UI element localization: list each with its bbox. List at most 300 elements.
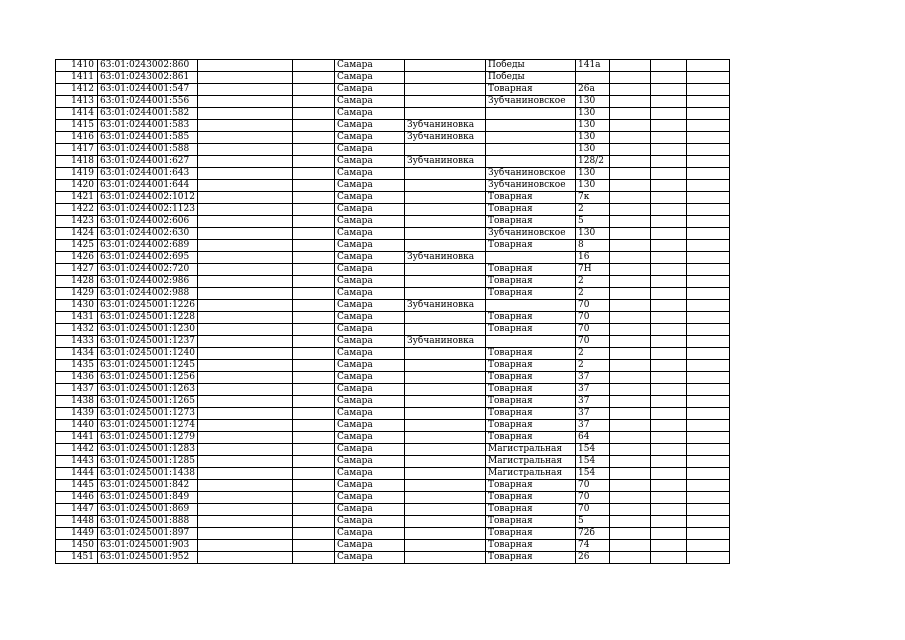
row-number: 1450 <box>56 540 98 552</box>
cell-empty-3 <box>610 60 651 72</box>
cell-empty-3 <box>610 192 651 204</box>
city: Самара <box>335 120 405 132</box>
street: Товарная <box>486 408 576 420</box>
cell-empty-4 <box>651 96 687 108</box>
cell-empty-4 <box>651 60 687 72</box>
city: Самара <box>335 348 405 360</box>
cell-empty-4 <box>651 144 687 156</box>
cell-empty-5 <box>687 288 730 300</box>
cell-empty-2 <box>293 432 335 444</box>
cell-empty-3 <box>610 264 651 276</box>
cell-empty-2 <box>293 240 335 252</box>
cell-empty-1 <box>198 540 293 552</box>
house-number: 154 <box>576 456 610 468</box>
row-number: 1431 <box>56 312 98 324</box>
cell-empty-4 <box>651 444 687 456</box>
street: Товарная <box>486 372 576 384</box>
settlement <box>405 468 486 480</box>
cell-empty-4 <box>651 456 687 468</box>
cell-empty-4 <box>651 336 687 348</box>
cell-empty-5 <box>687 492 730 504</box>
cell-empty-4 <box>651 552 687 564</box>
street: Товарная <box>486 192 576 204</box>
cell-empty-2 <box>293 72 335 84</box>
cell-empty-1 <box>198 432 293 444</box>
settlement <box>405 348 486 360</box>
settlement <box>405 240 486 252</box>
street: Товарная <box>486 528 576 540</box>
house-number: 74 <box>576 540 610 552</box>
cell-empty-3 <box>610 216 651 228</box>
cell-empty-5 <box>687 552 730 564</box>
cell-empty-3 <box>610 312 651 324</box>
table-row <box>56 264 730 276</box>
row-number: 1410 <box>56 60 98 72</box>
cell-empty-4 <box>651 252 687 264</box>
cell-empty-1 <box>198 420 293 432</box>
cadastral-number: 63:01:0245001:897 <box>98 528 198 540</box>
cell-empty-1 <box>198 204 293 216</box>
cell-empty-2 <box>293 264 335 276</box>
row-number: 1440 <box>56 420 98 432</box>
cell-empty-1 <box>198 528 293 540</box>
row-number: 1444 <box>56 468 98 480</box>
cell-empty-1 <box>198 360 293 372</box>
cell-empty-1 <box>198 552 293 564</box>
cell-empty-2 <box>293 156 335 168</box>
table-row <box>56 216 730 228</box>
table-row <box>56 372 730 384</box>
house-number: 2 <box>576 288 610 300</box>
cell-empty-2 <box>293 96 335 108</box>
cell-empty-3 <box>610 168 651 180</box>
cell-empty-2 <box>293 528 335 540</box>
street: Победы <box>486 72 576 84</box>
cadastral-number: 63:01:0245001:1279 <box>98 432 198 444</box>
settlement <box>405 516 486 528</box>
cell-empty-4 <box>651 216 687 228</box>
house-number: 37 <box>576 384 610 396</box>
city: Самара <box>335 396 405 408</box>
cell-empty-4 <box>651 276 687 288</box>
cell-empty-1 <box>198 96 293 108</box>
cell-empty-1 <box>198 444 293 456</box>
settlement <box>405 192 486 204</box>
house-number: 130 <box>576 120 610 132</box>
settlement: Зубчаниновка <box>405 156 486 168</box>
cell-empty-5 <box>687 240 730 252</box>
table-row <box>56 108 730 120</box>
street: Зубчаниновское <box>486 228 576 240</box>
cell-empty-1 <box>198 60 293 72</box>
city: Самара <box>335 264 405 276</box>
cadastral-number: 63:01:0245001:1285 <box>98 456 198 468</box>
city: Самара <box>335 360 405 372</box>
house-number: 26а <box>576 84 610 96</box>
city: Самара <box>335 132 405 144</box>
cell-empty-1 <box>198 504 293 516</box>
cell-empty-4 <box>651 432 687 444</box>
house-number: 130 <box>576 228 610 240</box>
row-number: 1449 <box>56 528 98 540</box>
street: Магистральная <box>486 468 576 480</box>
table-row <box>56 180 730 192</box>
street: Товарная <box>486 360 576 372</box>
cell-empty-1 <box>198 144 293 156</box>
cell-empty-1 <box>198 240 293 252</box>
settlement <box>405 72 486 84</box>
cell-empty-2 <box>293 552 335 564</box>
house-number: 70 <box>576 324 610 336</box>
cell-empty-3 <box>610 360 651 372</box>
cell-empty-2 <box>293 192 335 204</box>
cell-empty-4 <box>651 420 687 432</box>
street <box>486 300 576 312</box>
settlement <box>405 60 486 72</box>
house-number <box>576 72 610 84</box>
house-number: 5 <box>576 216 610 228</box>
cell-empty-4 <box>651 516 687 528</box>
cell-empty-2 <box>293 288 335 300</box>
cell-empty-5 <box>687 180 730 192</box>
cadastral-number: 63:01:0245001:1438 <box>98 468 198 480</box>
settlement <box>405 396 486 408</box>
cell-empty-4 <box>651 372 687 384</box>
cell-empty-4 <box>651 72 687 84</box>
settlement <box>405 312 486 324</box>
cadastral-number: 63:01:0244002:988 <box>98 288 198 300</box>
row-number: 1427 <box>56 264 98 276</box>
table-row <box>56 552 730 564</box>
row-number: 1430 <box>56 300 98 312</box>
city: Самара <box>335 336 405 348</box>
cell-empty-5 <box>687 312 730 324</box>
cell-empty-2 <box>293 348 335 360</box>
cell-empty-2 <box>293 384 335 396</box>
cell-empty-2 <box>293 492 335 504</box>
row-number: 1438 <box>56 396 98 408</box>
cell-empty-5 <box>687 72 730 84</box>
table-row <box>56 540 730 552</box>
row-number: 1425 <box>56 240 98 252</box>
cell-empty-3 <box>610 324 651 336</box>
cadastral-number: 63:01:0243002:861 <box>98 72 198 84</box>
cell-empty-3 <box>610 120 651 132</box>
cell-empty-3 <box>610 396 651 408</box>
cell-empty-3 <box>610 96 651 108</box>
cell-empty-2 <box>293 216 335 228</box>
cell-empty-3 <box>610 516 651 528</box>
cell-empty-4 <box>651 480 687 492</box>
city: Самара <box>335 468 405 480</box>
cell-empty-5 <box>687 324 730 336</box>
city: Самара <box>335 84 405 96</box>
cell-empty-2 <box>293 336 335 348</box>
street: Товарная <box>486 288 576 300</box>
cadastral-number: 63:01:0245001:1228 <box>98 312 198 324</box>
house-number: 130 <box>576 108 610 120</box>
street: Товарная <box>486 240 576 252</box>
city: Самара <box>335 552 405 564</box>
cadastral-number: 63:01:0244002:630 <box>98 228 198 240</box>
cell-empty-5 <box>687 204 730 216</box>
settlement <box>405 288 486 300</box>
row-number: 1422 <box>56 204 98 216</box>
table-body <box>56 60 730 564</box>
cell-empty-2 <box>293 372 335 384</box>
cell-empty-2 <box>293 276 335 288</box>
row-number: 1435 <box>56 360 98 372</box>
row-number: 1419 <box>56 168 98 180</box>
table-row <box>56 288 730 300</box>
city: Самара <box>335 144 405 156</box>
cell-empty-2 <box>293 468 335 480</box>
city: Самара <box>335 240 405 252</box>
city: Самара <box>335 528 405 540</box>
cell-empty-5 <box>687 336 730 348</box>
cell-empty-5 <box>687 192 730 204</box>
city: Самара <box>335 324 405 336</box>
city: Самара <box>335 444 405 456</box>
cell-empty-4 <box>651 384 687 396</box>
cell-empty-5 <box>687 528 730 540</box>
cell-empty-2 <box>293 456 335 468</box>
cell-empty-3 <box>610 528 651 540</box>
cell-empty-5 <box>687 300 730 312</box>
cell-empty-5 <box>687 408 730 420</box>
cell-empty-2 <box>293 120 335 132</box>
cell-empty-2 <box>293 144 335 156</box>
street: Товарная <box>486 264 576 276</box>
cell-empty-1 <box>198 516 293 528</box>
cell-empty-1 <box>198 168 293 180</box>
table-row <box>56 348 730 360</box>
row-number: 1411 <box>56 72 98 84</box>
cell-empty-3 <box>610 240 651 252</box>
cadastral-number: 63:01:0243002:860 <box>98 60 198 72</box>
table-row <box>56 468 730 480</box>
cell-empty-1 <box>198 216 293 228</box>
table-row <box>56 528 730 540</box>
table-row <box>56 504 730 516</box>
row-number: 1448 <box>56 516 98 528</box>
cadastral-number: 63:01:0244002:606 <box>98 216 198 228</box>
cell-empty-5 <box>687 540 730 552</box>
row-number: 1417 <box>56 144 98 156</box>
cell-empty-1 <box>198 324 293 336</box>
table-row <box>56 240 730 252</box>
cell-empty-4 <box>651 540 687 552</box>
cell-empty-3 <box>610 480 651 492</box>
cadastral-number: 63:01:0244001:582 <box>98 108 198 120</box>
row-number: 1428 <box>56 276 98 288</box>
row-number: 1421 <box>56 192 98 204</box>
table-row <box>56 228 730 240</box>
cell-empty-5 <box>687 264 730 276</box>
row-number: 1420 <box>56 180 98 192</box>
cell-empty-2 <box>293 60 335 72</box>
city: Самара <box>335 504 405 516</box>
cell-empty-1 <box>198 336 293 348</box>
table-row <box>56 360 730 372</box>
house-number: 2 <box>576 276 610 288</box>
city: Самара <box>335 204 405 216</box>
settlement: Зубчаниновка <box>405 336 486 348</box>
cell-empty-3 <box>610 408 651 420</box>
cell-empty-4 <box>651 264 687 276</box>
cell-empty-3 <box>610 372 651 384</box>
cadastral-number: 63:01:0245001:869 <box>98 504 198 516</box>
cell-empty-5 <box>687 228 730 240</box>
street: Товарная <box>486 312 576 324</box>
settlement <box>405 492 486 504</box>
street <box>486 336 576 348</box>
house-number: 7Н <box>576 264 610 276</box>
table-row <box>56 432 730 444</box>
table-row <box>56 420 730 432</box>
cell-empty-5 <box>687 384 730 396</box>
cell-empty-1 <box>198 180 293 192</box>
cadastral-number: 63:01:0245001:1237 <box>98 336 198 348</box>
cell-empty-3 <box>610 468 651 480</box>
table-row <box>56 252 730 264</box>
table-row <box>56 492 730 504</box>
cadastral-number: 63:01:0245001:1274 <box>98 420 198 432</box>
city: Самара <box>335 480 405 492</box>
row-number: 1414 <box>56 108 98 120</box>
cell-empty-1 <box>198 192 293 204</box>
settlement <box>405 144 486 156</box>
cell-empty-5 <box>687 108 730 120</box>
city: Самара <box>335 180 405 192</box>
settlement: Зубчаниновка <box>405 120 486 132</box>
street: Товарная <box>486 276 576 288</box>
city: Самара <box>335 60 405 72</box>
row-number: 1447 <box>56 504 98 516</box>
street: Товарная <box>486 324 576 336</box>
row-number: 1436 <box>56 372 98 384</box>
cell-empty-5 <box>687 516 730 528</box>
cell-empty-2 <box>293 408 335 420</box>
cell-empty-2 <box>293 396 335 408</box>
cell-empty-3 <box>610 276 651 288</box>
city: Самара <box>335 156 405 168</box>
city: Самара <box>335 300 405 312</box>
cell-empty-3 <box>610 108 651 120</box>
cell-empty-5 <box>687 252 730 264</box>
cell-empty-4 <box>651 468 687 480</box>
table-row <box>56 384 730 396</box>
city: Самара <box>335 216 405 228</box>
cell-empty-5 <box>687 276 730 288</box>
street: Магистральная <box>486 456 576 468</box>
table-row <box>56 456 730 468</box>
cell-empty-1 <box>198 120 293 132</box>
cell-empty-2 <box>293 132 335 144</box>
cadastral-number: 63:01:0244002:986 <box>98 276 198 288</box>
settlement <box>405 444 486 456</box>
cell-empty-2 <box>293 540 335 552</box>
house-number: 70 <box>576 336 610 348</box>
row-number: 1426 <box>56 252 98 264</box>
house-number: 154 <box>576 444 610 456</box>
row-number: 1413 <box>56 96 98 108</box>
cell-empty-1 <box>198 312 293 324</box>
house-number: 130 <box>576 180 610 192</box>
city: Самара <box>335 252 405 264</box>
cell-empty-3 <box>610 252 651 264</box>
street: Товарная <box>486 504 576 516</box>
row-number: 1451 <box>56 552 98 564</box>
house-number: 8 <box>576 240 610 252</box>
cell-empty-4 <box>651 240 687 252</box>
cadastral-number: 63:01:0245001:1283 <box>98 444 198 456</box>
cadastral-number: 63:01:0245001:1230 <box>98 324 198 336</box>
cell-empty-5 <box>687 348 730 360</box>
house-number: 141а <box>576 60 610 72</box>
cell-empty-5 <box>687 84 730 96</box>
cadastral-number: 63:01:0244002:695 <box>98 252 198 264</box>
cell-empty-3 <box>610 336 651 348</box>
cell-empty-3 <box>610 420 651 432</box>
city: Самара <box>335 312 405 324</box>
street: Товарная <box>486 432 576 444</box>
house-number: 37 <box>576 372 610 384</box>
settlement <box>405 420 486 432</box>
cell-empty-1 <box>198 396 293 408</box>
cell-empty-4 <box>651 408 687 420</box>
settlement <box>405 456 486 468</box>
cell-empty-2 <box>293 228 335 240</box>
row-number: 1443 <box>56 456 98 468</box>
row-number: 1446 <box>56 492 98 504</box>
table-row <box>56 120 730 132</box>
cadastral-number: 63:01:0245001:888 <box>98 516 198 528</box>
settlement <box>405 528 486 540</box>
house-number: 37 <box>576 408 610 420</box>
table-row <box>56 144 730 156</box>
cell-empty-2 <box>293 516 335 528</box>
cell-empty-5 <box>687 468 730 480</box>
house-number: 5 <box>576 516 610 528</box>
cadastral-number: 63:01:0244001:547 <box>98 84 198 96</box>
cell-empty-5 <box>687 132 730 144</box>
cell-empty-3 <box>610 432 651 444</box>
row-number: 1416 <box>56 132 98 144</box>
house-number: 70 <box>576 300 610 312</box>
cell-empty-5 <box>687 120 730 132</box>
house-number: 128/2 <box>576 156 610 168</box>
house-number: 26 <box>576 552 610 564</box>
table-row <box>56 156 730 168</box>
cell-empty-5 <box>687 480 730 492</box>
cell-empty-4 <box>651 348 687 360</box>
table-row <box>56 168 730 180</box>
cell-empty-4 <box>651 84 687 96</box>
city: Самара <box>335 540 405 552</box>
cell-empty-5 <box>687 144 730 156</box>
cell-empty-5 <box>687 372 730 384</box>
cell-empty-4 <box>651 528 687 540</box>
cell-empty-5 <box>687 96 730 108</box>
city: Самара <box>335 420 405 432</box>
table-row <box>56 396 730 408</box>
house-number: 130 <box>576 96 610 108</box>
house-number: 70 <box>576 312 610 324</box>
cadastral-number: 63:01:0245001:1245 <box>98 360 198 372</box>
cell-empty-3 <box>610 72 651 84</box>
cadastral-number: 63:01:0244001:644 <box>98 180 198 192</box>
